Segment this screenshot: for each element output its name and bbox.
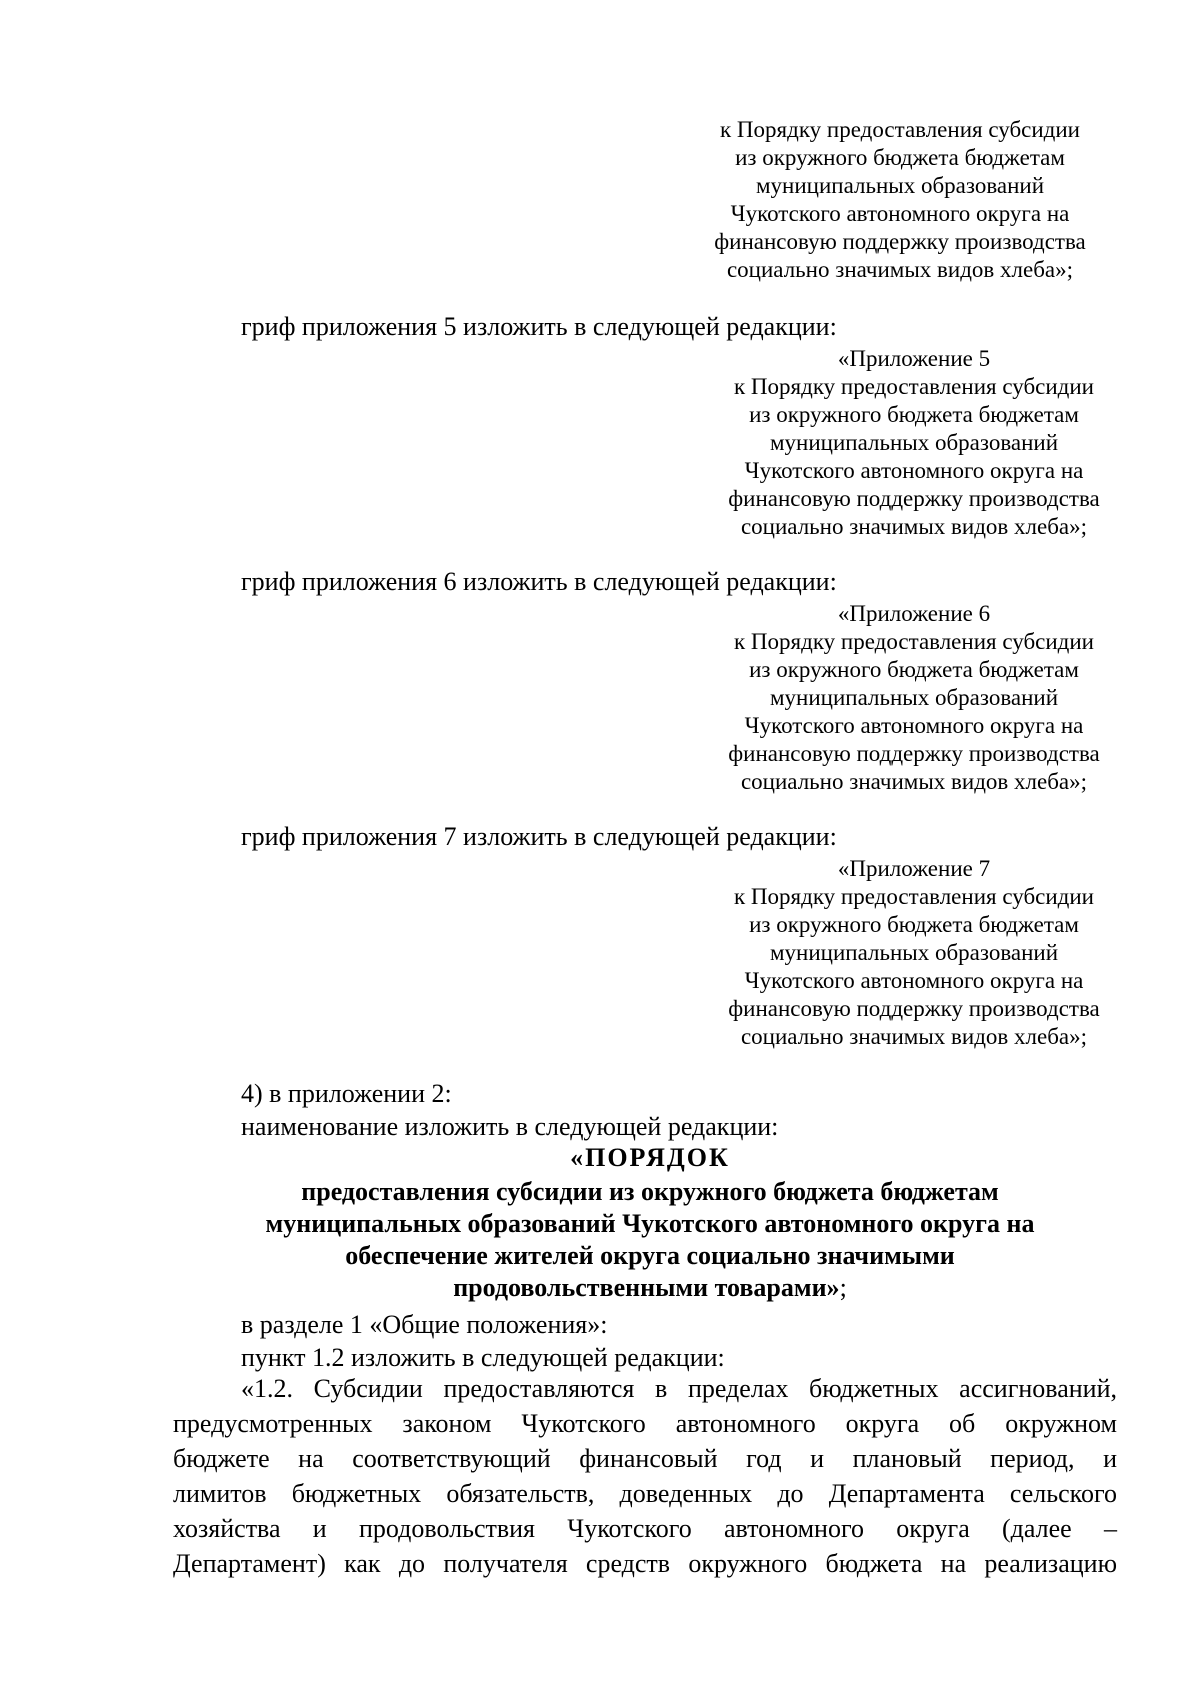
- order-subtitle-line: муниципальных образований Чукотского автономного округа на: [265, 1209, 1035, 1238]
- appendix-6-instruction: гриф приложения 6 изложить в следующей редакции:: [241, 567, 837, 596]
- paragraph-line: Департамент) как до получателя средств окружного бюджета на реализацию: [173, 1549, 1117, 1578]
- stamp-line: к Порядку предоставления субсидии: [734, 884, 1094, 909]
- order-subtitle-text: продовольственными товарами»: [453, 1273, 840, 1302]
- stamp-line: из окружного бюджета бюджетам: [749, 912, 1079, 937]
- appendix-5-stamp: [694, 345, 1134, 541]
- order-title-text: «ПОРЯДОК: [570, 1143, 730, 1172]
- stamp-line: финансовую поддержку производства: [728, 741, 1100, 766]
- paragraph-1-2: [173, 1371, 1117, 1581]
- stamp-line: из окружного бюджета бюджетам: [749, 402, 1079, 427]
- order-subtitle-tail: ;: [839, 1273, 847, 1302]
- paragraph-line: лимитов бюджетных обязательств, доведенных до Департамента сельского: [173, 1479, 1117, 1508]
- stamp-line: муниципальных образований: [769, 430, 1059, 455]
- stamp-line: из окружного бюджета бюджетам: [749, 657, 1079, 682]
- stamp-line: «Приложение 7: [837, 856, 991, 881]
- order-subtitle-line: обеспечение жителей округа социально значимыми: [345, 1241, 955, 1270]
- appendix-7-instruction: гриф приложения 7 изложить в следующей редакции:: [241, 822, 837, 851]
- stamp-line: Чукотского автономного округа на: [730, 201, 1070, 226]
- naming-instruction: наименование изложить в следующей редакции:: [241, 1112, 779, 1141]
- order-subtitle-line-last: [170, 1272, 1130, 1304]
- stamp-line: «Приложение 6: [837, 601, 991, 626]
- section-1-line: в разделе 1 «Общие положения»:: [241, 1310, 608, 1339]
- paragraph-line: бюджете на соответствующий финансовый год и плановый период, и: [173, 1444, 1117, 1473]
- stamp-line: социально значимых видов хлеба»;: [726, 257, 1074, 282]
- stamp-line: «Приложение 5: [837, 346, 991, 371]
- item-4-line: 4) в приложении 2:: [241, 1079, 452, 1108]
- paragraph-line: предусмотренных законом Чукотского автономного округа об окружном: [173, 1409, 1117, 1438]
- stamp-line: социально значимых видов хлеба»;: [740, 514, 1088, 539]
- stamp-line: социально значимых видов хлеба»;: [740, 1024, 1088, 1049]
- appendix-5-instruction: гриф приложения 5 изложить в следующей редакции:: [241, 312, 837, 341]
- stamp-line: финансовую поддержку производства: [714, 229, 1086, 254]
- stamp-line: муниципальных образований: [769, 940, 1059, 965]
- point-1-2-instruction: пункт 1.2 изложить в следующей редакции:: [241, 1343, 725, 1372]
- appendix-6-stamp: [694, 600, 1134, 796]
- order-title: [170, 1142, 1130, 1174]
- stamp-line: муниципальных образований: [755, 173, 1045, 198]
- paragraph-line: хозяйства и продовольствия Чукотского автономного округа (далее –: [173, 1514, 1117, 1543]
- stamp-line: к Порядку предоставления субсидии: [734, 629, 1094, 654]
- order-subtitle-line: предоставления субсидии из окружного бюджета бюджетам: [301, 1177, 999, 1206]
- stamp-line: Чукотского автономного округа на: [744, 713, 1084, 738]
- stamp-line: Чукотского автономного округа на: [744, 458, 1084, 483]
- stamp-line: социально значимых видов хлеба»;: [740, 769, 1088, 794]
- appendix-7-stamp: [694, 855, 1134, 1051]
- stamp-line: к Порядку предоставления субсидии: [720, 117, 1080, 142]
- stamp-line: к Порядку предоставления субсидии: [734, 374, 1094, 399]
- appendix-stamp-top: [680, 116, 1120, 284]
- stamp-line: финансовую поддержку производства: [728, 486, 1100, 511]
- stamp-line: Чукотского автономного округа на: [744, 968, 1084, 993]
- stamp-line: из окружного бюджета бюджетам: [735, 145, 1065, 170]
- stamp-line: муниципальных образований: [769, 685, 1059, 710]
- stamp-line: финансовую поддержку производства: [728, 996, 1100, 1021]
- order-subtitle: [170, 1176, 1130, 1304]
- paragraph-line: «1.2. Субсидии предоставляются в пределах бюджетных ассигнований,: [241, 1374, 1117, 1403]
